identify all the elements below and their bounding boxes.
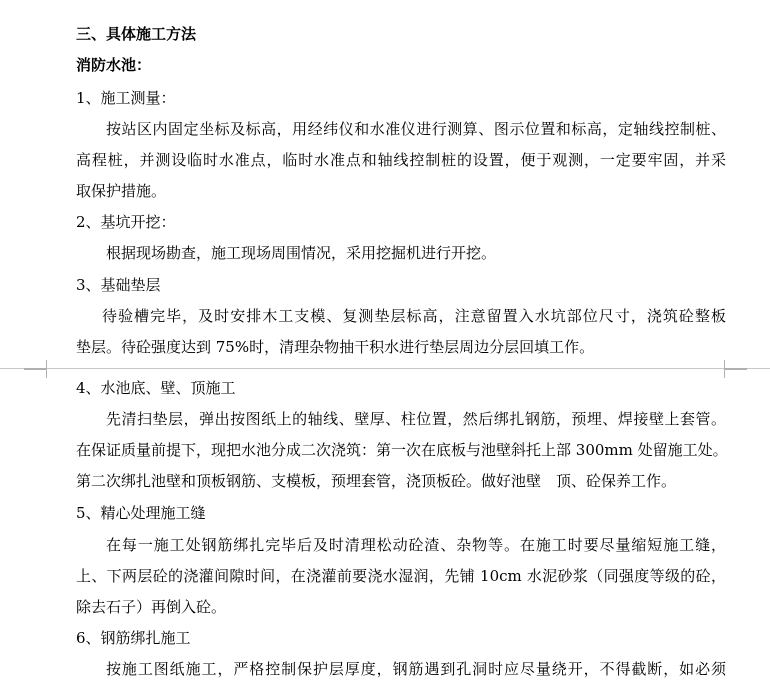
item-5-line-3: 除去石子）再倒入砼。 bbox=[76, 598, 227, 616]
page-corner-mark bbox=[24, 369, 47, 378]
item-2-line-1: 根据现场勘查，施工现场周围情况，采用挖掘机进行开挖。 bbox=[106, 244, 497, 262]
page-corner-mark bbox=[724, 369, 747, 378]
item-3-line-2: 垫层。待砼强度达到 75%时，清理杂物抽干积水进行垫层周边分层回填工作。 bbox=[76, 338, 595, 356]
subtitle: 消防水池： bbox=[76, 56, 152, 74]
item-4-line-2: 在保证质量前提下，现把水池分成二次浇筑：第一次在底板与池壁斜托上部 300mm 处留施工处。 bbox=[76, 441, 728, 459]
item-1-line-3: 取保护措施。 bbox=[76, 182, 167, 200]
page-corner-mark bbox=[24, 360, 47, 369]
item-heading-1: 1、施工测量： bbox=[76, 89, 176, 107]
item-heading-3: 3、基础垫层 bbox=[76, 276, 161, 294]
page-break-line bbox=[0, 368, 770, 369]
item-5-line-2: 上、下两层砼的浇灌间隙时间，在浇灌前要浇水湿润，先铺 10cm 水泥砂浆（同强度等级的砼， bbox=[76, 567, 726, 585]
item-heading-2: 2、基坑开挖： bbox=[76, 213, 176, 231]
item-1-line-2: 高程桩，并测设临时水准点，临时水准点和轴线控制桩的设置，便于观测，一定要牢固，并采 bbox=[76, 151, 726, 169]
item-5-line-1: 在每一施工处钢筋绑扎完毕后及时清理松动砼渣、杂物等。在施工时要尽量缩短施工缝， bbox=[106, 536, 726, 554]
item-4-line-1: 先清扫垫层，弹出按图纸上的轴线、壁厚、柱位置，然后绑扎钢筋，预埋、焊接壁上套管。 bbox=[106, 410, 726, 428]
page-corner-mark bbox=[724, 360, 747, 369]
item-heading-5: 5、精心处理施工缝 bbox=[76, 504, 206, 522]
item-1-line-1: 按站区内固定坐标及标高，用经纬仪和水准仪进行测算、图示位置和标高，定轴线控制桩、 bbox=[106, 120, 726, 138]
section-title: 三、具体施工方法 bbox=[76, 25, 197, 43]
item-6-line-1: 按施工图纸施工，严格控制保护层厚度，钢筋遇到孔洞时应尽量绕开，不得截断，如必须 bbox=[106, 660, 726, 678]
item-heading-4: 4、水池底、壁、顶施工 bbox=[76, 379, 236, 397]
item-heading-6: 6、钢筋绑扎施工 bbox=[76, 629, 191, 647]
item-4-line-3: 第二次绑扎池壁和顶板钢筋、支模板，预埋套管，浇顶板砼。做好池壁 顶、砼保养工作。 bbox=[76, 472, 677, 490]
item-3-line-1: 待验槽完毕，及时安排木工支模、复测垫层标高，注意留置入水坑部位尺寸，浇筑砼整板 bbox=[102, 307, 726, 325]
